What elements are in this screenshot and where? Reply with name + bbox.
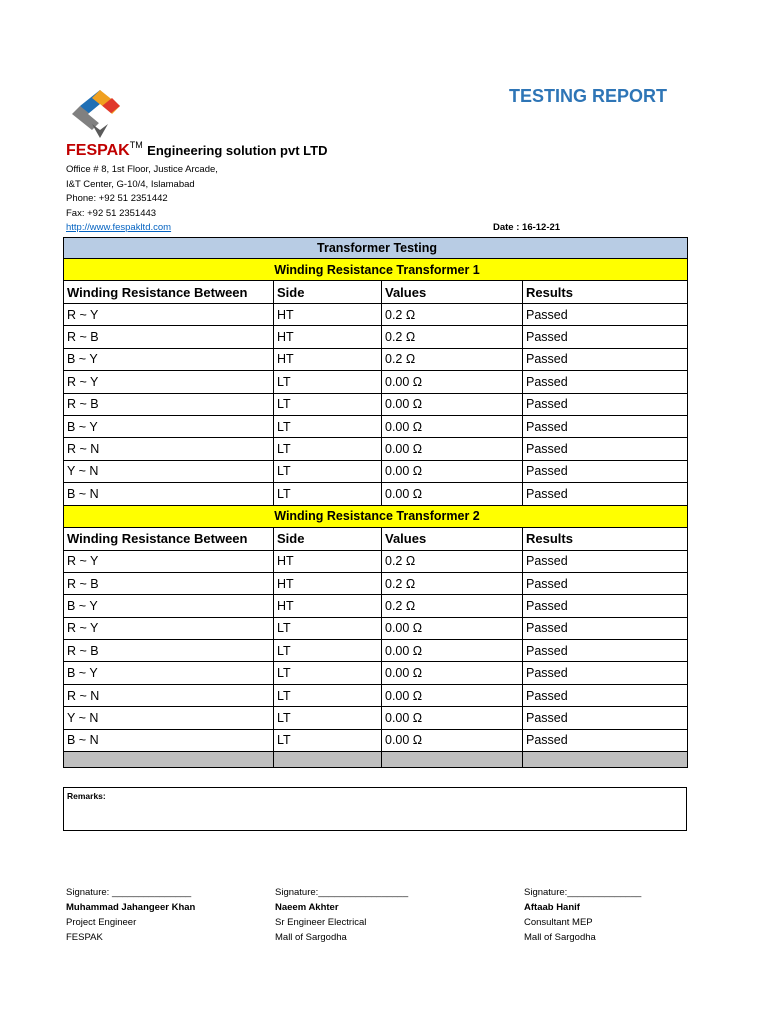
signatory-title: Sr Engineer Electrical [275, 917, 367, 928]
side-cell: LT [274, 393, 382, 415]
website-link[interactable]: http://www.fespakltd.com [66, 222, 172, 233]
value-cell: 0.00 Ω [382, 640, 523, 662]
table-row [64, 617, 688, 639]
footer-cell [64, 752, 274, 768]
table-row [64, 595, 688, 617]
footer-cell [523, 752, 688, 768]
winding-between-cell: B ~ N [64, 483, 274, 505]
fax-line: Fax: +92 51 2351443 [66, 207, 157, 219]
winding-between-cell: R ~ B [64, 640, 274, 662]
signature-label: Signature:______________ [524, 887, 642, 898]
winding-between-cell: R ~ N [64, 438, 274, 460]
result-cell: Passed [523, 415, 688, 437]
winding-between-cell: R ~ Y [64, 550, 274, 572]
result-cell: Passed [523, 662, 688, 684]
signature-label: Signature:_________________ [275, 887, 409, 898]
column-header-results: Results [523, 527, 688, 550]
side-cell: LT [274, 460, 382, 482]
column-header-side: Side [274, 281, 382, 304]
column-header-winding: Winding Resistance Between [64, 281, 274, 304]
fespak-logo-icon [70, 88, 130, 140]
value-cell: 0.2 Ω [382, 595, 523, 617]
side-cell: HT [274, 572, 382, 594]
winding-between-cell: R ~ B [64, 572, 274, 594]
report-title: TESTING REPORT [509, 86, 668, 106]
value-cell: 0.00 Ω [382, 371, 523, 393]
column-header-values: Values [382, 281, 523, 304]
signatory-title: Consultant MEP [524, 917, 593, 928]
company-heading [66, 140, 327, 160]
winding-between-cell: R ~ B [64, 393, 274, 415]
result-cell: Passed [523, 707, 688, 729]
side-cell: HT [274, 550, 382, 572]
side-cell: HT [274, 304, 382, 326]
result-cell: Passed [523, 550, 688, 572]
table-title: Transformer Testing [64, 238, 688, 259]
value-cell: 0.2 Ω [382, 572, 523, 594]
side-cell: LT [274, 617, 382, 639]
column-header-values: Values [382, 527, 523, 550]
signature-label: Signature: _______________ [66, 887, 192, 898]
table-row [64, 371, 688, 393]
report-date: Date : 16-12-21 [493, 222, 561, 233]
table-row [64, 438, 688, 460]
signatory-org: FESPAK [66, 932, 103, 943]
table-row [64, 483, 688, 505]
section-title: Winding Resistance Transformer 2 [64, 505, 688, 527]
address-line-2: I&T Center, G-10/4, Islamabad [66, 178, 195, 190]
result-cell: Passed [523, 326, 688, 348]
side-cell: HT [274, 595, 382, 617]
winding-between-cell: B ~ Y [64, 595, 274, 617]
winding-between-cell: R ~ N [64, 684, 274, 706]
company-brand: FESPAK [66, 142, 130, 159]
side-cell: LT [274, 371, 382, 393]
winding-between-cell: R ~ Y [64, 617, 274, 639]
value-cell: 0.2 Ω [382, 304, 523, 326]
section-title-row [64, 259, 688, 281]
signatory-name: Naeem Akhter [275, 902, 339, 913]
side-cell: LT [274, 483, 382, 505]
column-header-winding: Winding Resistance Between [64, 527, 274, 550]
table-row [64, 326, 688, 348]
side-cell: LT [274, 438, 382, 460]
side-cell: HT [274, 348, 382, 370]
footer-cell [382, 752, 523, 768]
result-cell: Passed [523, 617, 688, 639]
value-cell: 0.00 Ω [382, 438, 523, 460]
table-row [64, 707, 688, 729]
column-header-row [64, 527, 688, 550]
result-cell: Passed [523, 729, 688, 751]
winding-between-cell: B ~ Y [64, 348, 274, 370]
testing-table [63, 237, 688, 768]
signatory-name: Aftaab Hanif [524, 902, 580, 913]
section-title-row [64, 505, 688, 527]
table-row [64, 415, 688, 437]
side-cell: LT [274, 707, 382, 729]
column-header-side: Side [274, 527, 382, 550]
value-cell: 0.00 Ω [382, 729, 523, 751]
side-cell: LT [274, 662, 382, 684]
side-cell: LT [274, 684, 382, 706]
result-cell: Passed [523, 684, 688, 706]
signatory-org: Mall of Sargodha [524, 932, 596, 943]
value-cell: 0.00 Ω [382, 393, 523, 415]
value-cell: 0.00 Ω [382, 684, 523, 706]
trademark-mark: TM [129, 140, 143, 150]
value-cell: 0.00 Ω [382, 707, 523, 729]
winding-between-cell: B ~ N [64, 729, 274, 751]
result-cell: Passed [523, 348, 688, 370]
company-contact [66, 163, 218, 236]
table-row [64, 572, 688, 594]
table-footer-row [64, 752, 688, 768]
value-cell: 0.00 Ω [382, 415, 523, 437]
table-row [64, 304, 688, 326]
winding-between-cell: Y ~ N [64, 460, 274, 482]
section-title: Winding Resistance Transformer 1 [64, 259, 688, 281]
winding-between-cell: Y ~ N [64, 707, 274, 729]
company-name: Engineering solution pvt LTD [147, 143, 328, 158]
side-cell: LT [274, 729, 382, 751]
result-cell: Passed [523, 393, 688, 415]
table-row [64, 393, 688, 415]
value-cell: 0.2 Ω [382, 326, 523, 348]
signature-block-2 [275, 885, 408, 945]
winding-between-cell: R ~ Y [64, 304, 274, 326]
side-cell: HT [274, 326, 382, 348]
result-cell: Passed [523, 640, 688, 662]
table-row [64, 460, 688, 482]
table-row [64, 640, 688, 662]
value-cell: 0.2 Ω [382, 550, 523, 572]
value-cell: 0.2 Ω [382, 348, 523, 370]
table-row [64, 550, 688, 572]
winding-between-cell: R ~ B [64, 326, 274, 348]
remarks-label: Remarks: [67, 791, 106, 801]
value-cell: 0.00 Ω [382, 662, 523, 684]
signatory-name: Muhammad Jahangeer Khan [66, 902, 196, 913]
phone-line: Phone: +92 51 2351442 [66, 193, 168, 204]
result-cell: Passed [523, 595, 688, 617]
table-row [64, 729, 688, 751]
table-title-row [64, 238, 688, 259]
side-cell: LT [274, 640, 382, 662]
signatory-org: Mall of Sargodha [275, 932, 347, 943]
signature-block-3 [524, 885, 641, 945]
value-cell: 0.00 Ω [382, 460, 523, 482]
result-cell: Passed [523, 438, 688, 460]
value-cell: 0.00 Ω [382, 483, 523, 505]
result-cell: Passed [523, 371, 688, 393]
result-cell: Passed [523, 304, 688, 326]
signature-block-1 [66, 885, 195, 945]
winding-between-cell: R ~ Y [64, 371, 274, 393]
column-header-row [64, 281, 688, 304]
table-row [64, 662, 688, 684]
winding-between-cell: B ~ Y [64, 415, 274, 437]
result-cell: Passed [523, 572, 688, 594]
table-row [64, 348, 688, 370]
result-cell: Passed [523, 483, 688, 505]
value-cell: 0.00 Ω [382, 617, 523, 639]
footer-cell [274, 752, 382, 768]
side-cell: LT [274, 415, 382, 437]
column-header-results: Results [523, 281, 688, 304]
remarks-box [63, 787, 687, 831]
address-line-1: Office # 8, 1st Floor, Justice Arcade, [66, 164, 218, 175]
winding-between-cell: B ~ Y [64, 662, 274, 684]
table-row [64, 684, 688, 706]
result-cell: Passed [523, 460, 688, 482]
signatory-title: Project Engineer [66, 917, 137, 928]
